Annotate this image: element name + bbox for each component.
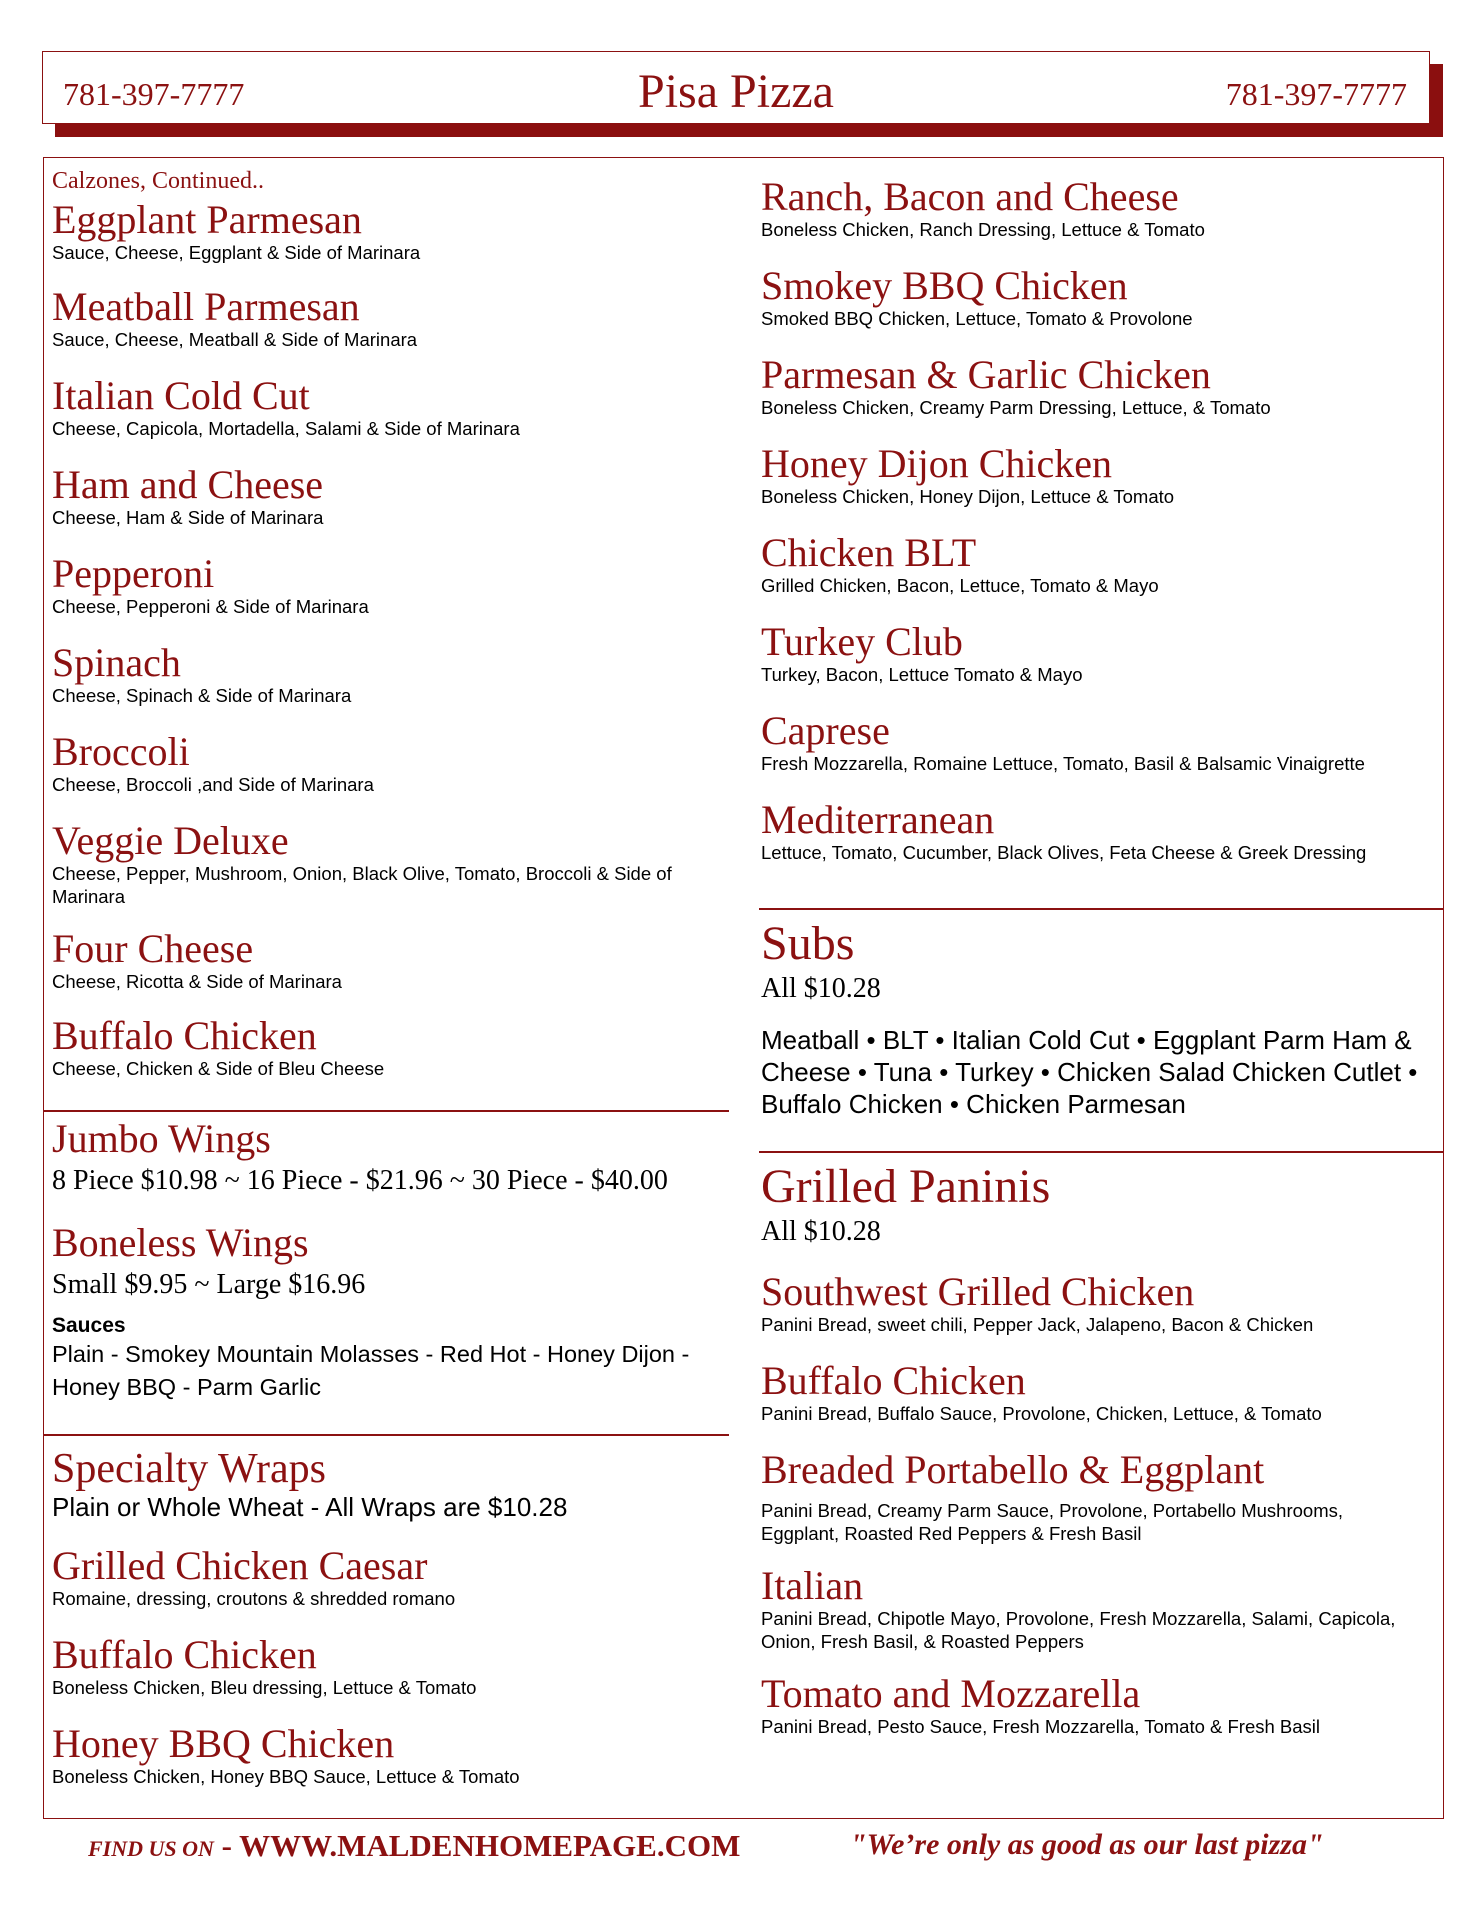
item-title: Smokey BBQ Chicken [761,263,1128,308]
item-description: Boneless Chicken, Honey Dijon, Lettuce & Tomato [761,486,1175,507]
page-title: Pisa Pizza [638,65,834,118]
wraps-note: Plain or Whole Wheat - All Wraps are $10.28 [52,1492,568,1522]
menu-item [761,1271,1441,1336]
footer-slogan: "We’re only as good as our last pizza" [850,1828,1324,1861]
item-title: Veggie Deluxe [52,818,289,863]
menu-item [761,710,1443,775]
item-description: Fresh Mozzarella, Romaine Lettuce, Tomato, Basil & Balsamic Vinaigrette [761,753,1365,774]
sauces-list: Plain - Smokey Mountain Molasses - Red Hot - Honey Dijon - Honey BBQ - Parm Garlic [52,1341,690,1400]
header-bar [42,51,1430,124]
menu-item [52,553,732,618]
menu-box [43,157,1444,1819]
menu-item [52,286,732,351]
menu-item [761,1449,1441,1545]
footer-website [88,1828,740,1864]
item-description: Lettuce, Tomato, Cucumber, Black Olives, Feta Cheese & Greek Dressing [761,842,1367,863]
item-title: Chicken BLT [761,530,977,575]
phone-number-right[interactable]: 781-397-7777 [1225,76,1407,112]
item-description: Boneless Chicken, Honey BBQ Sauce, Lettuce & Tomato [52,1766,520,1787]
phone-number-left[interactable]: 781-397-7777 [63,76,245,112]
item-title: Honey Dijon Chicken [761,441,1113,486]
menu-item [52,1634,732,1699]
item-title: Ham and Cheese [52,462,324,507]
menu-item [52,731,732,796]
item-description: Panini Bread, Buffalo Sauce, Provolone, Chicken, Lettuce, & Tomato [761,1403,1322,1424]
menu-item [761,799,1443,864]
item-description: Cheese, Ricotta & Side of Marinara [52,971,342,992]
item-title: Grilled Chicken Caesar [52,1543,428,1588]
item-title: Four Cheese [52,926,254,971]
wings-divider [44,1110,729,1112]
menu-item [761,1360,1441,1425]
item-description: Cheese, Chicken & Side of Bleu Cheese [52,1058,385,1079]
item-description: Boneless Chicken, Bleu dressing, Lettuce & Tomato [52,1677,477,1698]
menu-item [761,1673,1441,1738]
website-link[interactable]: - WWW.MALDENHOMEPAGE.COM [221,1828,741,1863]
item-description: Sauce, Cheese, Eggplant & Side of Marinara [52,242,421,263]
left-column [52,168,732,1080]
menu-item [52,928,732,993]
subs-section [761,918,1441,1120]
item-title: Buffalo Chicken [52,1013,317,1058]
menu-item [761,1565,1441,1653]
subs-divider [759,908,1443,910]
menu-item [761,265,1443,330]
paninis-title: Grilled Paninis [761,1160,1051,1213]
menu-item [761,354,1443,419]
subs-price: All $10.28 [761,973,881,1004]
item-title: Caprese [761,708,890,753]
item-description: Cheese, Capicola, Mortadella, Salami & Side of Marinara [52,418,520,439]
jumbo-wings-prices: 8 Piece $10.98 ~ 16 Piece - $21.96 ~ 30 Piece - $40.00 [52,1165,668,1196]
menu-item [761,621,1443,686]
item-description: Panini Bread, Creamy Parm Sauce, Provolone, Portabello Mushrooms, Eggplant, Roasted Red Peppers & Fresh Basil [761,1500,1343,1544]
jumbo-wings-title: Jumbo Wings [52,1116,271,1161]
subs-list: Meatball • BLT • Italian Cold Cut • Eggplant Parm Ham & Cheese • Tuna • Turkey • Chicken Salad Chicken Cutlet • Buffalo Chicken • Chicken Parmesan [761,1025,1418,1119]
menu-item [761,532,1443,597]
item-title: Eggplant Parmesan [52,197,362,242]
item-description: Cheese, Spinach & Side of Marinara [52,685,352,706]
item-description: Panini Bread, Pesto Sauce, Fresh Mozzarella, Tomato & Fresh Basil [761,1716,1321,1737]
item-title: Buffalo Chicken [761,1358,1026,1403]
menu-item [52,1015,732,1080]
sauces-heading: Sauces [52,1314,126,1337]
paninis-divider [759,1151,1443,1153]
menu-item [52,820,732,908]
item-title: Spinach [52,640,181,685]
menu-item [52,1723,732,1788]
item-title: Pepperoni [52,551,215,596]
item-description: Turkey, Bacon, Lettuce Tomato & Mayo [761,664,1083,685]
item-description: Cheese, Pepper, Mushroom, Onion, Black Olive, Tomato, Broccoli & Side of Marinara [52,863,672,907]
item-description: Sauce, Cheese, Meatball & Side of Marinara [52,329,418,350]
item-title: Tomato and Mozzarella [761,1671,1141,1716]
menu-item [52,1545,732,1610]
find-us-label: FIND US ON [88,1836,214,1861]
item-description: Cheese, Ham & Side of Marinara [52,507,324,528]
menu-item [761,443,1443,508]
wraps-section [52,1446,732,1788]
item-title: Italian [761,1563,864,1608]
menu-item [52,464,732,529]
boneless-wings-title: Boneless Wings [52,1220,309,1265]
item-title: Broccoli [52,729,190,774]
item-description: Cheese, Broccoli ,and Side of Marinara [52,774,374,795]
item-title: Buffalo Chicken [52,1632,317,1677]
item-title: Mediterranean [761,797,995,842]
item-title: Parmesan & Garlic Chicken [761,352,1211,397]
right-column [761,176,1443,864]
item-title: Southwest Grilled Chicken [761,1269,1195,1314]
item-title: Ranch, Bacon and Cheese [761,174,1179,219]
item-title: Meatball Parmesan [52,284,360,329]
item-description: Cheese, Pepperoni & Side of Marinara [52,596,369,617]
item-description: Panini Bread, sweet chili, Pepper Jack, Jalapeno, Bacon & Chicken [761,1314,1314,1335]
calzones-continued-note: Calzones, Continued.. [52,168,264,194]
item-description: Grilled Chicken, Bacon, Lettuce, Tomato & Mayo [761,575,1159,596]
paninis-price: All $10.28 [761,1216,881,1247]
item-description: Panini Bread, Chipotle Mayo, Provolone, Fresh Mozzarella, Salami, Capicola, Onion, Fresh Basil, & Roasted Peppers [761,1608,1396,1652]
menu-item [52,375,732,440]
menu-item [761,176,1443,241]
paninis-section [761,1161,1441,1738]
menu-item [52,642,732,707]
wraps-title: Specialty Wraps [52,1446,326,1492]
item-description: Smoked BBQ Chicken, Lettuce, Tomato & Provolone [761,308,1193,329]
subs-title: Subs [761,917,855,970]
boneless-wings-prices: Small $9.95 ~ Large $16.96 [52,1269,366,1300]
item-description: Romaine, dressing, croutons & shredded romano [52,1588,456,1609]
item-description: Boneless Chicken, Ranch Dressing, Lettuce & Tomato [761,219,1205,240]
item-title: Breaded Portabello & Eggplant [761,1447,1265,1492]
wings-section [52,1118,732,1404]
item-title: Turkey Club [761,619,963,664]
item-description: Boneless Chicken, Creamy Parm Dressing, Lettuce, & Tomato [761,397,1271,418]
item-title: Italian Cold Cut [52,373,310,418]
menu-item [52,199,732,264]
item-title: Honey BBQ Chicken [52,1721,395,1766]
wraps-divider [44,1434,729,1436]
